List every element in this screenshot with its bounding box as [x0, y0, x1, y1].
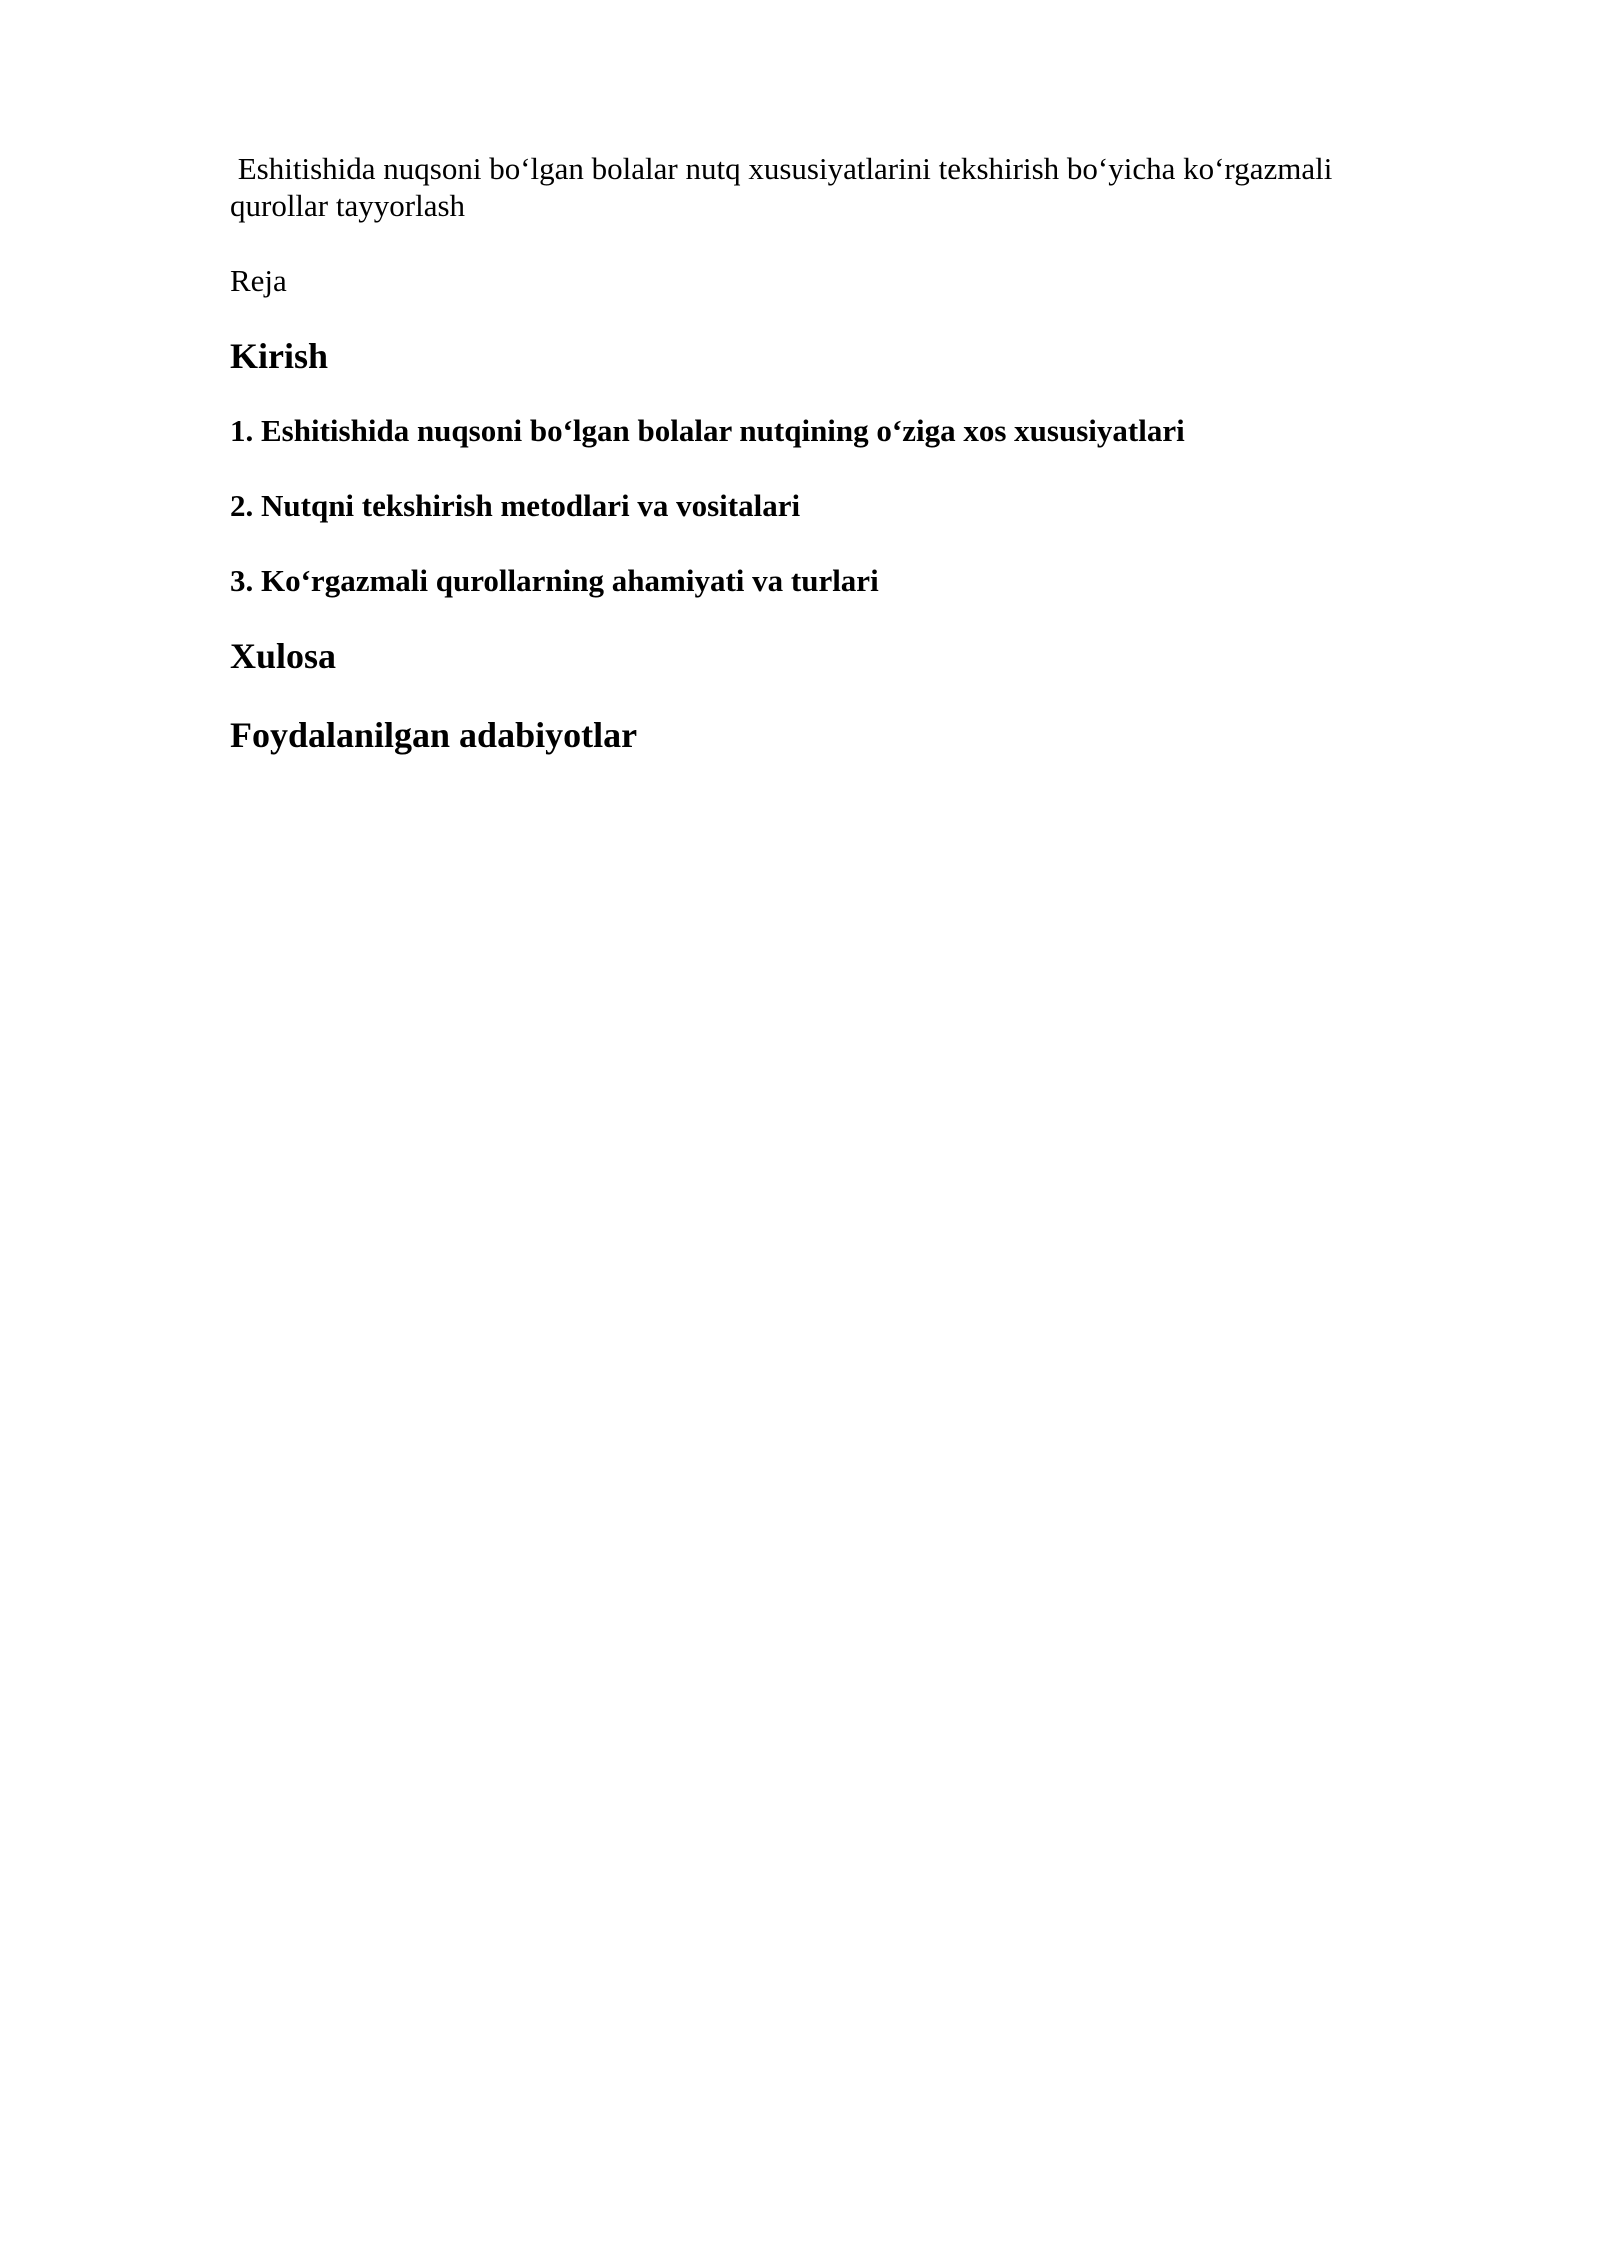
plan-label: Reja [230, 263, 287, 298]
document-body [230, 150, 1390, 756]
heading-references: Foydalanilgan adabiyotlar [230, 715, 638, 755]
section-heading-1: 1. Eshitishida nuqsoni bo‘lgan bolalar nutqining o‘ziga xos xususiyatlari [230, 413, 1185, 448]
section-heading-2: 2. Nutqni tekshirish metodlari va vositalari [230, 488, 801, 523]
heading-introduction: Kirish [230, 336, 329, 376]
document-title: Eshitishida nuqsoni bo‘lgan bolalar nutq xususiyatlarini tekshirish bo‘yicha ko‘rgazmali qurollar tayyorlash [230, 151, 1341, 223]
section-heading-3: 3. Ko‘rgazmali qurollarning ahamiyati va turlari [230, 563, 879, 598]
heading-conclusion: Xulosa [230, 636, 337, 676]
